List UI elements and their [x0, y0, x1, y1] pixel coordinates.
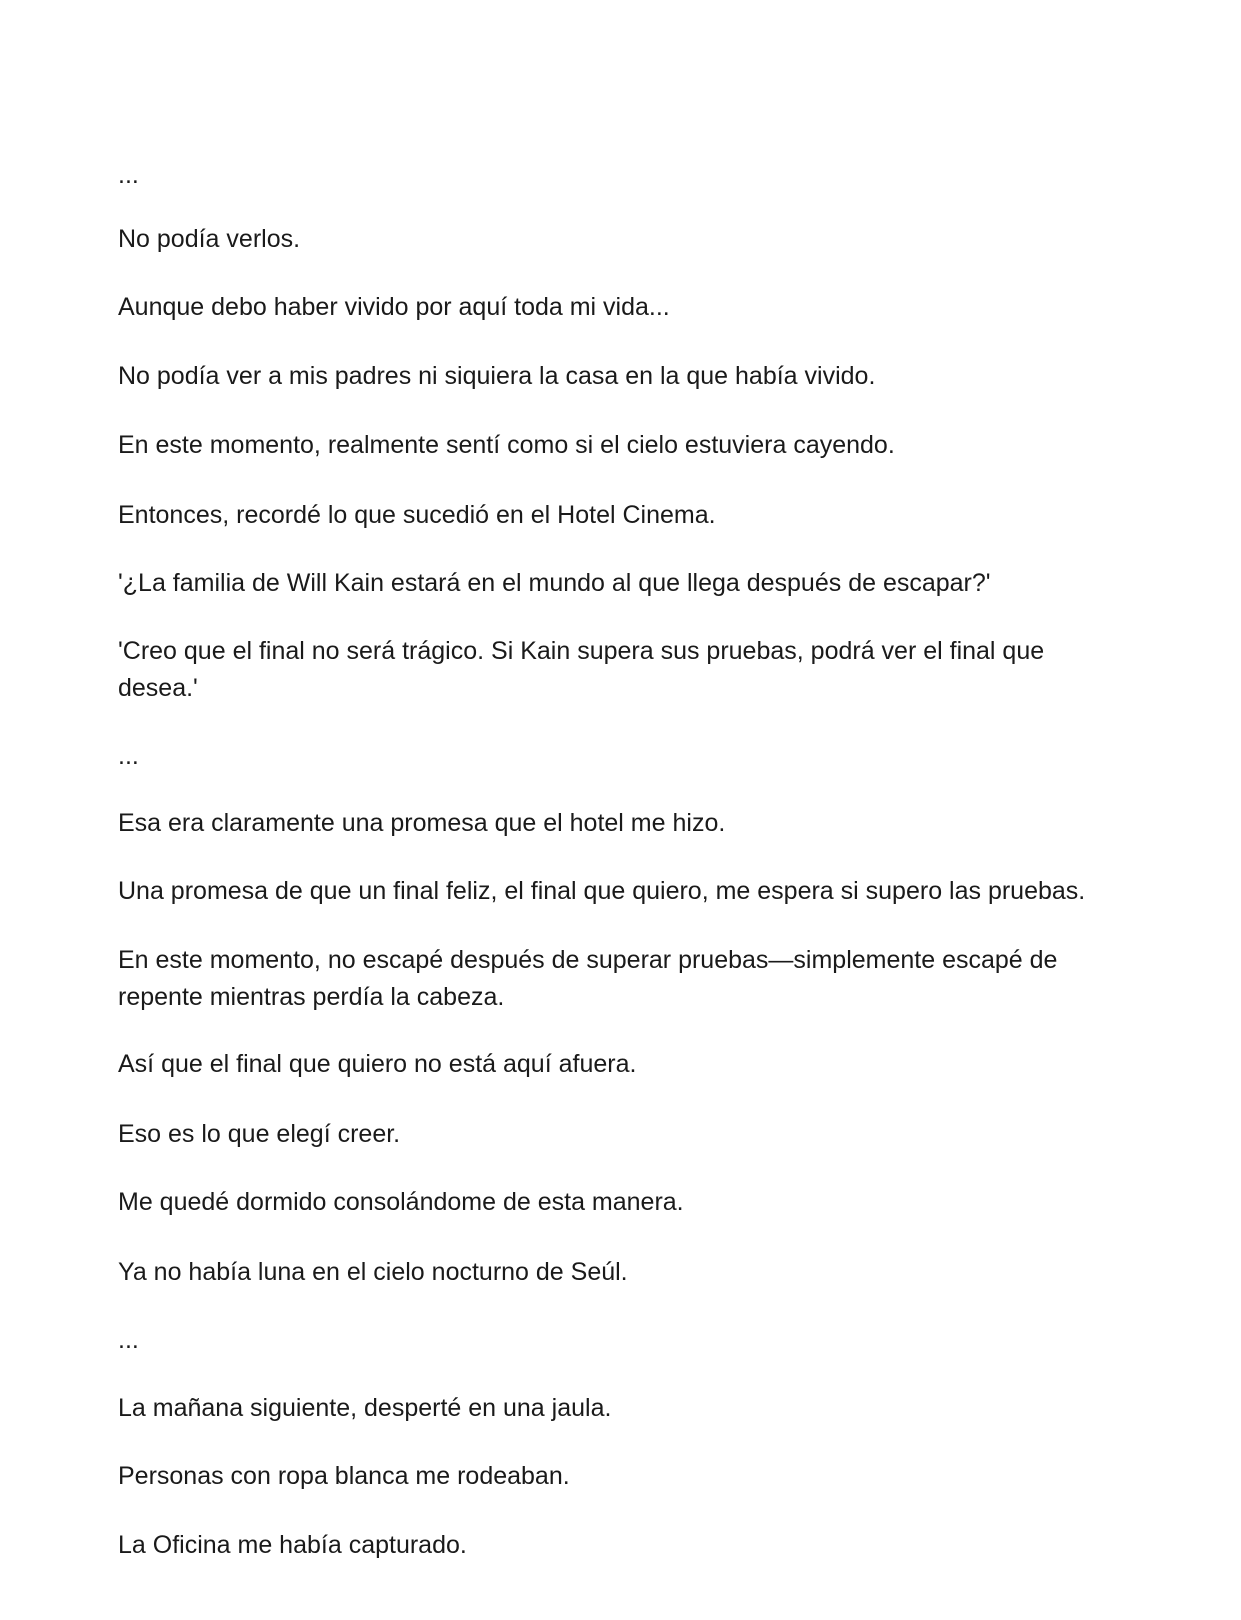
paragraph: Aunque debo haber vivido por aquí toda mi vida... [118, 293, 670, 321]
paragraph: Esa era claramente una promesa que el hotel me hizo. [118, 809, 726, 837]
paragraph-quote: 'Creo que el final no será trágico. Si Kain supera sus pruebas, podrá ver el final que desea.' [118, 637, 1045, 702]
paragraph-quote: '¿La familia de Will Kain estará en el mundo al que llega después de escapar?' [118, 569, 991, 597]
paragraph-ellipsis: ... [118, 161, 139, 189]
paragraph: En este momento, realmente sentí como si el cielo estuviera cayendo. [118, 431, 895, 459]
paragraph: No podía ver a mis padres ni siquiera la casa en la que había vivido. [118, 362, 876, 390]
paragraph-ellipsis: ... [118, 1326, 139, 1354]
paragraph-ellipsis: ... [118, 742, 139, 770]
paragraph: Así que el final que quiero no está aquí afuera. [118, 1050, 637, 1078]
paragraph: En este momento, no escapé después de superar pruebas—simplemente escapé de repente mientras perdía la cabeza. [118, 946, 1058, 1011]
paragraph: Ya no había luna en el cielo nocturno de Seúl. [118, 1258, 628, 1286]
paragraph: Eso es lo que elegí creer. [118, 1120, 401, 1148]
paragraph: Me quedé dormido consolándome de esta manera. [118, 1188, 684, 1216]
paragraph: La Oficina me había capturado. [118, 1531, 467, 1559]
paragraph: No podía verlos. [118, 225, 301, 253]
paragraph: La mañana siguiente, desperté en una jaula. [118, 1394, 612, 1422]
paragraph: Entonces, recordé lo que sucedió en el Hotel Cinema. [118, 501, 716, 529]
paragraph: Personas con ropa blanca me rodeaban. [118, 1462, 570, 1490]
paragraph: Una promesa de que un final feliz, el final que quiero, me espera si supero las pruebas. [118, 877, 1086, 905]
